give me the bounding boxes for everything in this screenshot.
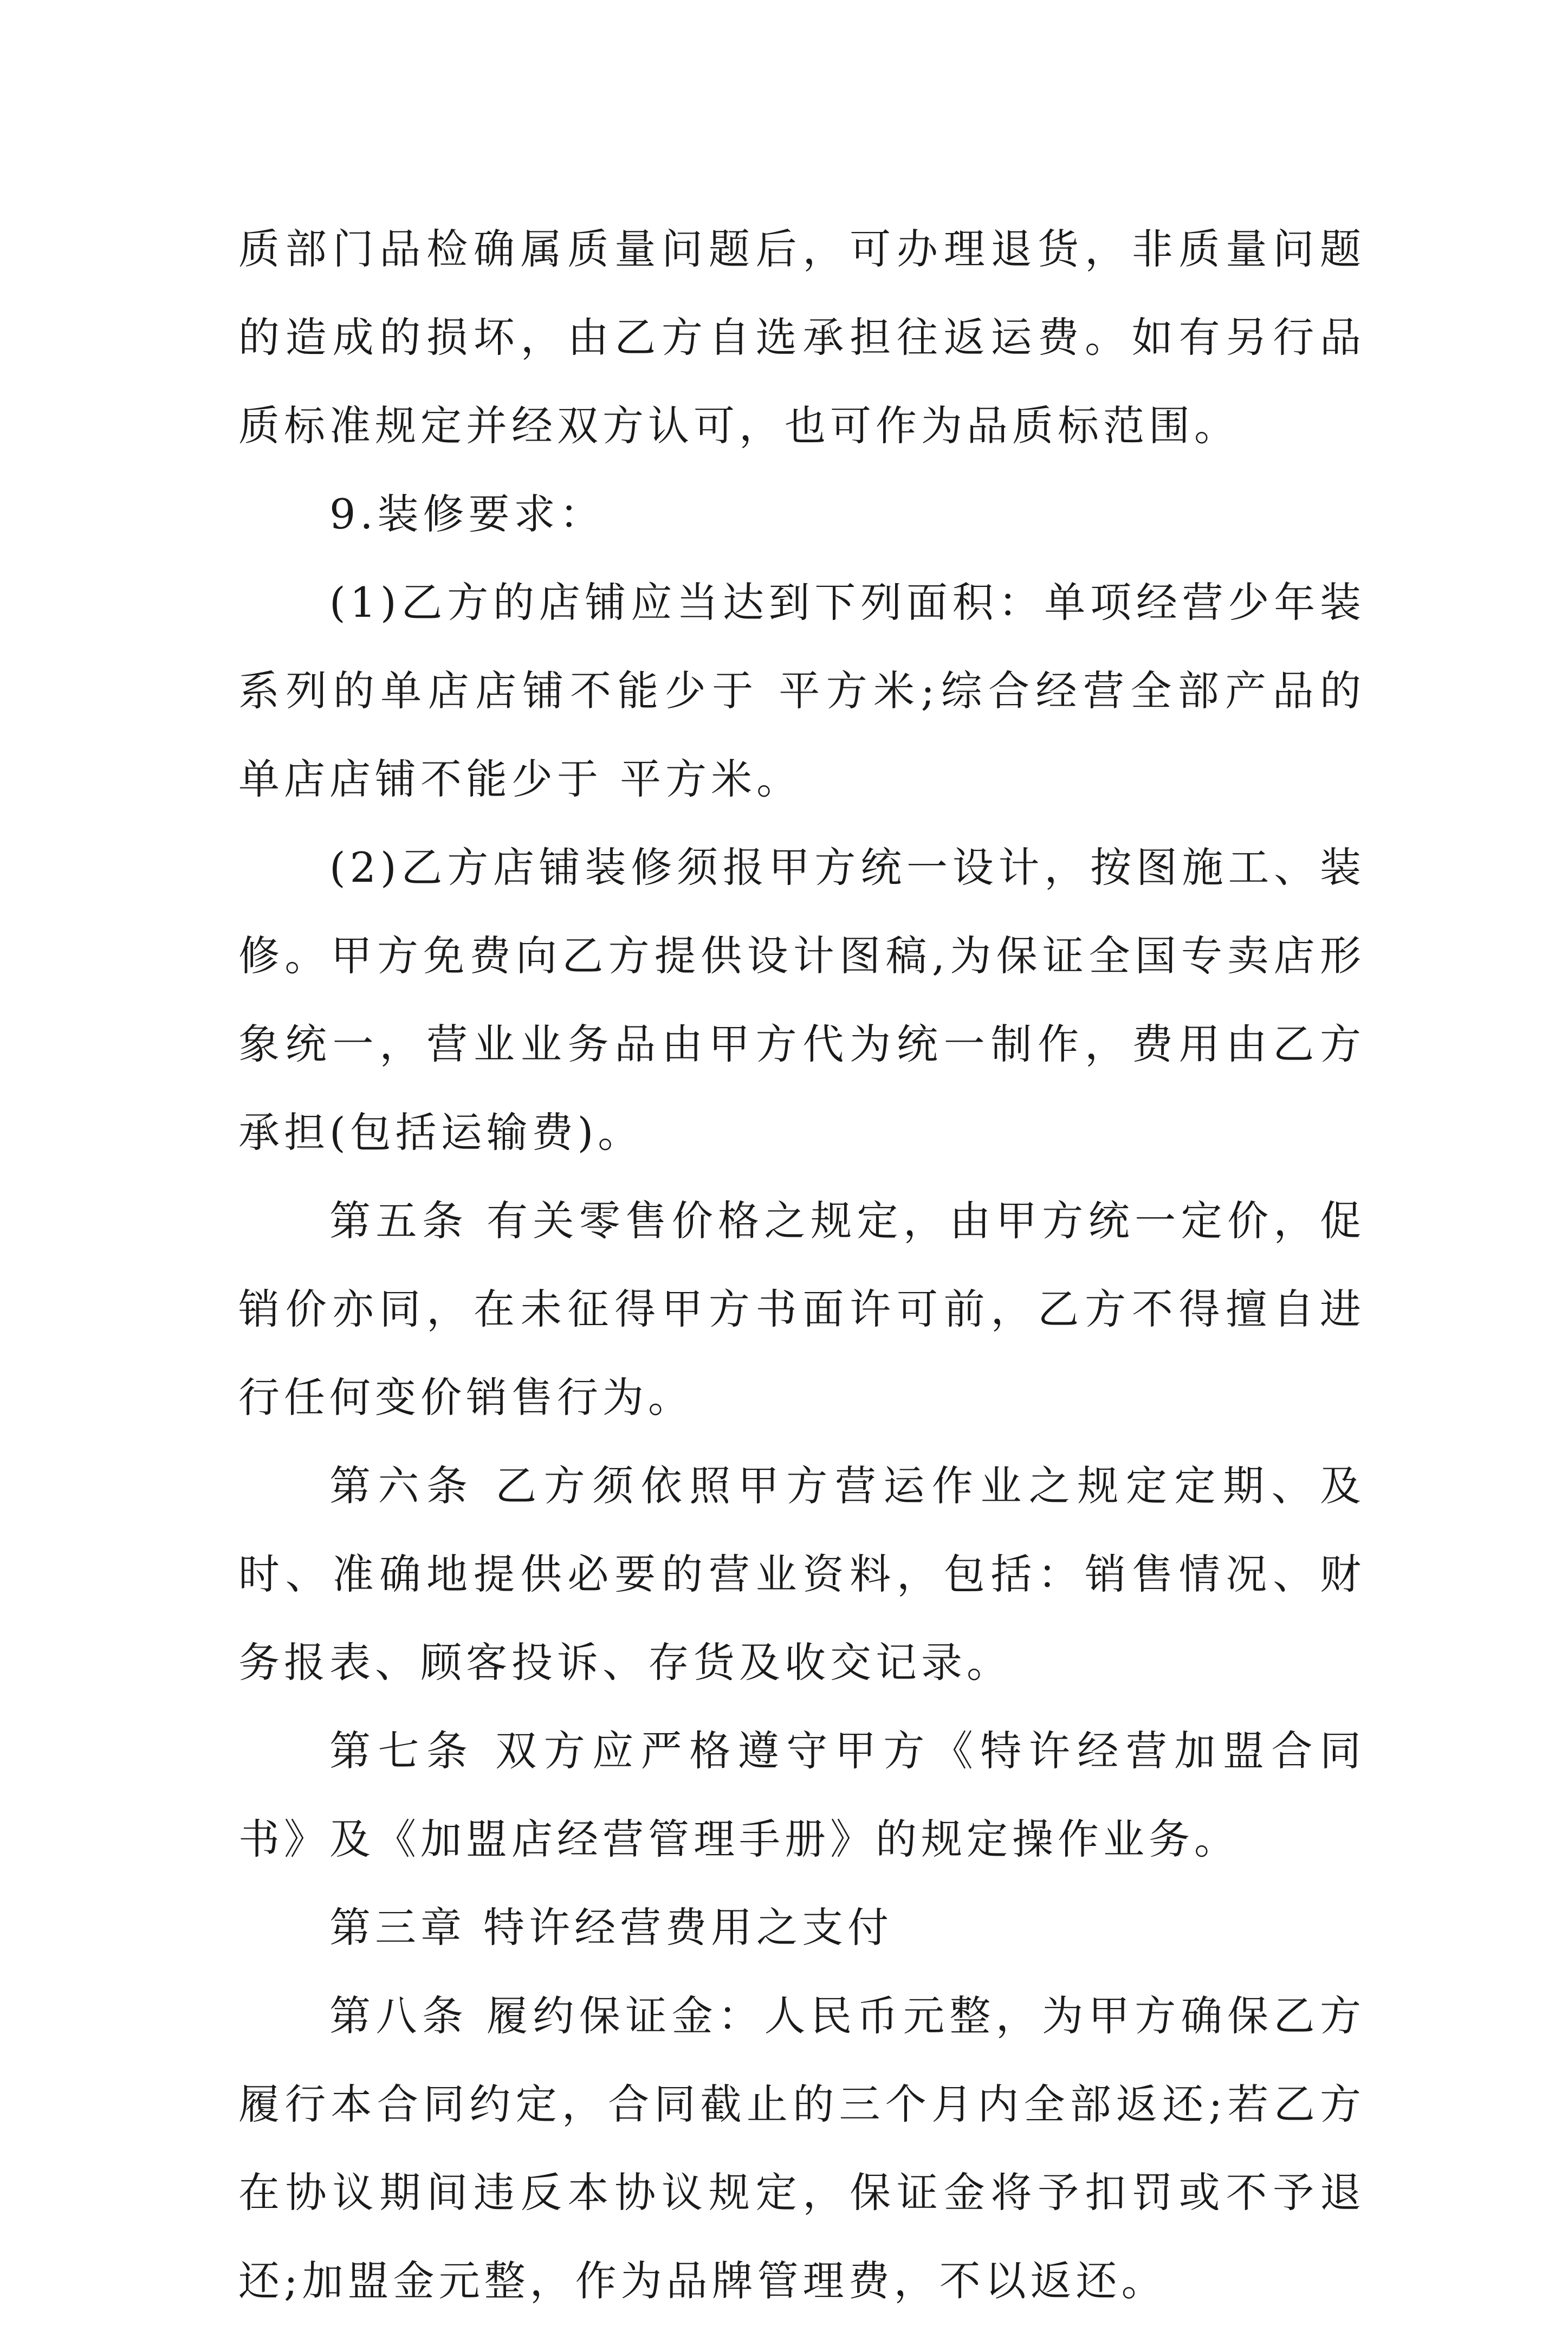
chapter-3-heading: 第三章 特许经营费用之支付	[329, 1903, 893, 1952]
paragraph-quality-return: 质部门品检确属质量问题后，可办理退货，非质量问题的造成的损坏，由乙方自选承担往返运费。如有另行品质标准规定并经双方认可，也可作为品质标范围。	[238, 225, 1365, 450]
paragraph-article-7: 第七条 双方应严格遵守甲方《特许经营加盟合同书》及《加盟店经营管理手册》的规定操作业务。	[238, 1727, 1365, 1863]
paragraph-decoration-heading: 9.装修要求：	[329, 490, 605, 538]
paragraph-article-5: 第五条 有关零售价格之规定，由甲方统一定价，促销价亦同，在未征得甲方书面许可前，乙方不得擅自进行任何变价销售行为。	[238, 1197, 1365, 1422]
paragraph-article-6: 第六条 乙方须依照甲方营运作业之规定定期、及时、准确地提供必要的营业资料，包括：销售情况、财务报表、顾客投诉、存货及收交记录。	[238, 1462, 1365, 1687]
paragraph-article-8: 第八条 履约保证金：人民币元整，为甲方确保乙方履行本合同约定，合同截止的三个月内全部返还;若乙方在协议期间违反本协议规定，保证金将予扣罚或不予退还;加盟金元整，作为品牌管理费，不以返还。	[238, 1992, 1365, 2305]
paragraph-store-design: (2)乙方店铺装修须报甲方统一设计，按图施工、装修。甲方免费向乙方提供设计图稿,为保证全国专卖店形象统一，营业业务品由甲方代为统一制作，费用由乙方承担(包括运输费)。	[238, 843, 1365, 1157]
document-body	[238, 205, 1365, 2325]
paragraph-store-area: (1)乙方的店铺应当达到下列面积：单项经营少年装系列的单店店铺不能少于 平方米;综合经营全部产品的单店店铺不能少于 平方米。	[238, 578, 1365, 803]
